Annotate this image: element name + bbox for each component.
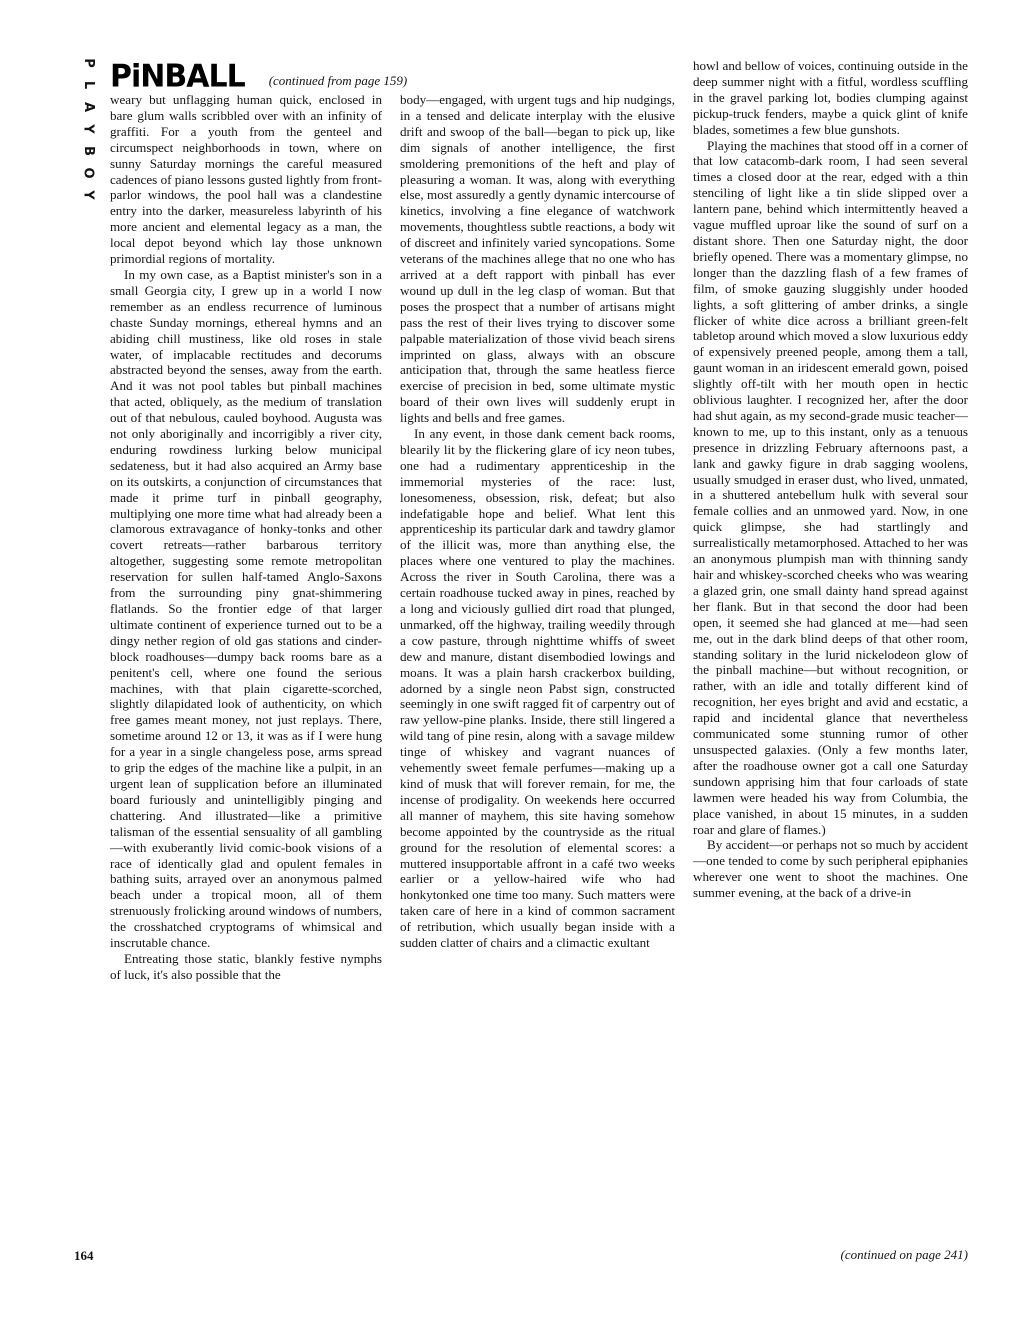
spine-letter: L (80, 80, 96, 90)
paragraph: weary but unflagging human quick, enclosed in bare glum walls scribbled over with an infinity of graffiti. For a youth from the genteel and circumspect neighborhoods in town, where on sunny Saturday mornings the careful measured cadences of piano lessons gusted lightly from front-parlor windows, the pool hall was a clandestine entry into the darker, measureless labyrinth of his more ancient and elemental legacy as a man, the local depot beyond which lay those unknown primordial regions of mortality. (110, 92, 382, 267)
paragraph: In any event, in those dank cement back rooms, blearily lit by the flickering glare of icy neon tubes, one had a rudimentary apprenticeship in the immemorial mysteries of the race: lust, lonesomeness, obsession, risk, defeat; but also indefatigable hope and belief. What lent this apprenticeship its particular dark and tawdry glamor of the illicit was, more than anything else, the places where one ventured to play the machines. Across the river in South Carolina, there was a certain roadhouse tucked away in pines, reached by a long and viciously gullied dirt road that plunged, unmarked, off the highway, trailing weedily through a cow pasture, through nighttime whiffs of sweet dew and manure, distant disembodied lowings and moans. It was a plain harsh crackerbox building, adorned by a single neon Pabst sign, constructed seemingly in one swift ragged fit of carpentry out of raw yellow-pine planks. Inside, there still lingered a wild tang of pine resin, along with a savage mildew tinge of whiskey and vagrant nuances of vehemently sweet female perfumes—making up a kind of musk that will forever remain, for me, the incense of prodigality. On weekends here occurred all manner of mayhem, this site having somehow become appointed by the countryside as the ritual ground for the resolution of elemental scores: a muttered insupportable affront in a café two weeks earlier or a yellow-haired wife who had honkytonked one time too many. Such matters were taken care of here in a kind of common sacrament of retribution, which usually began inside with a sudden clatter of chairs and a climactic exultant (400, 426, 675, 951)
text-column-1 (110, 92, 382, 983)
continued-on-note: (continued on page 241) (840, 1247, 968, 1262)
spine-letter: Y (80, 124, 96, 134)
spine-letter: B (80, 146, 96, 156)
spine-letter: P (81, 58, 96, 68)
article-header (110, 52, 408, 95)
paragraph: In my own case, as a Baptist minister's son in a small Georgia city, I grew up in a world I now remember as an endless recurrence of luminous chaste Sunday mornings, ethereal hymns and an abiding chill mustiness, like old roses in stale water, of implacable rectitudes and decorums abstracted beyond the senses, away from the earth. And it was not pool tables but pinball machines that acted, obliquely, as the medium of translation out of that nebulous, cauled boyhood. Augusta was not only aboriginally and incorrigibly a river city, enduring rowdiness lurking below municipal sedateness, but it had also acquired an Army base on its outskirts, a conjunction of circumstances that made it prime turf in pinball geography, multiplying one more time what had already been a clamorous extravagance of honky-tonks and other covert retreats—rather barbarous territory altogether, suggesting some remote metropolitan reservation for sullen half-tamed Anglo-Saxons from the surrounding piny gnat-shimmering flatlands. So the frontier edge of that larger ultimate continent of experience turned out to be a dingy nether region of old gas stations and cinder-block roadhouses—dumpy back rooms bare as a penitent's cell, where one found the serious machines, with that plain cigarette-scorched, slightly dilapidated look of authenticity, on which free games meant money, not just replays. There, sometime around 12 or 13, it was as if I were hung for a year in a single changeless pose, arms spread to grip the edges of the machine like a pulpit, in an urgent lean of supplication before an illuminated board furiously and unintelligibly pinging and chattering. And illustrated—like a primitive talisman of the essential sensuality of all gambling—with exuberantly livid comic-book visions of a race of identically glad and opulent females in bathing suits, arrayed over an anonymous palmed beach under a tropical moon, all of them strenuously frolicking around windows of numbers, the crosshatched cryptograms of whimsical and inscrutable chance. (110, 266, 382, 951)
continued-from-note: (continued from page 159) (268, 73, 408, 88)
page-number: 164 (74, 1248, 94, 1263)
paragraph: body—engaged, with urgent tugs and hip nudgings, in a tensed and delicate interplay with the elusive drift and swoop of the ball—began to pick up, like dim signals of another intelligence, the first smoldering premonitions of the heft and play of pleasuring a woman. It was, along with everything else, most assuredly a gently dynamic intercourse of kinetics, involving a fine elegance of watchwork movements, thoughtless subtle reactions, a body wit of discreet and infinitely varied syncopations. Some veterans of the machines allege that no one who has arrived at a deft rapport with pinball has ever wound up dull in the leg clasp of woman. But that poses the prospect that a number of artisans might pass the rest of their lives trying to discover some palpable materialization of those vivid beach sirens imprinted on glass, always with an obscure anticipation that, through the same heatless fierce exercise of precision in bed, some ultimate mystic board of their own lives will suddenly erupt in lights and bells and free games. (400, 92, 675, 426)
article-logo: PiNBALL (110, 58, 245, 95)
paragraph: Playing the machines that stood off in a corner of that low catacomb-dark room, I had seen several times a closed door at the rear, edged with a thin stenciling of light like a tin slide slipped over a lantern pane, behind which intermittently heaved a vague muffled uproar like the sound of surf on a distant shore. Then one Saturday night, the door briefly opened. There was a momentary glimpse, no longer than the dazzling flash of a few frames of film, of smoke gauzing sluggishly under hooded lights, a soft glittering of amber drinks, a single flicker of white dice across a brilliant green-felt tabletop around which moved a slow luxurious eddy of expensively preened people, among them a tall, gaunt woman in an iridescent emerald gown, poised slightly off-tilt with her mouth open in hectic oblivious laughter. I recognized her, after the door had shut again, as my second-grade music teacher—known to me, up to this instant, only as a tenuous presence in drizzling February afternoons past, a lank and gawky figure in drab sagging woolens, usually smudged in eraser dust, who lived, unmated, in a shuttered antebellum hulk with several sour female collies and an unmowed yard. Now, in one quick glimpse, she had startlingly and surrealistically metamorphosed. Attached to her was an anonymous plumpish man with thinning sandy hair and whiskey-scorched cheeks who was wearing a glazed grin, one small dainty hand spread against her flank. But in that second the door had been open, it seemed she had glanced at me—had seen me, out in the dark blind deeps of that other room, standing solitary in the lurid nickelodeon glow of the pinball machine—but without recognition, or rather, with an idle and totally different kind of recognition, her eyes bright and avid and ecstatic, a rapid and incidental glance that nevertheless communicated some stunning rumor of other unsuspected galaxies. (Only a few months later, after the roadhouse owner got a call one Saturday sundown apprising him that four carloads of state lawmen were headed his way from Columbia, the place vanished, in about 15 minutes, in a sudden roar and glare of flames.) (693, 137, 968, 837)
spine-letter: O (81, 167, 96, 179)
text-column-3 (693, 58, 968, 901)
text-column-2 (400, 92, 675, 951)
paragraph: Entreating those static, blankly festive nymphs of luck, it's also possible that the (110, 950, 382, 982)
spine-letter: Y (80, 190, 96, 200)
magazine-spine-label (78, 52, 98, 206)
paragraph: By accident—or perhaps not so much by accident—one tended to come by such peripheral epiphanies wherever one went to shoot the machines. One summer evening, at the back of a drive-in (693, 837, 968, 901)
spine-letter: A (81, 101, 96, 113)
paragraph: howl and bellow of voices, continuing outside in the deep summer night with a fitful, wordless scuffling in the gravel parking lot, bodies clumping against pickup-truck fenders, maybe a quick glint of knife blades, sometimes a few blue gunshots. (693, 58, 968, 137)
